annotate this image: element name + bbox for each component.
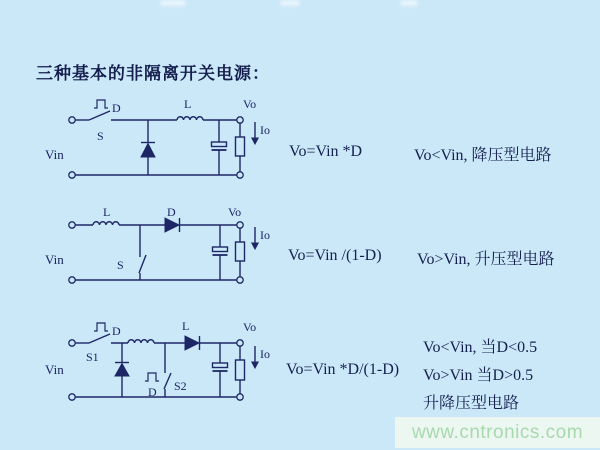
switch xyxy=(139,225,146,280)
duty-label: D xyxy=(112,101,121,115)
terminal xyxy=(237,117,243,123)
boost-formula: Vo=Vin /(1-D) xyxy=(288,247,382,264)
buck-boost-formula: Vo=Vin *D/(1-D) xyxy=(286,361,400,378)
capacitor xyxy=(212,120,227,175)
switch-label: S xyxy=(117,258,124,272)
inductor-label: L xyxy=(103,205,111,219)
buck-formula: Vo=Vin *D xyxy=(289,143,363,160)
vin-label: Vin xyxy=(45,147,64,162)
vin-label: Vin xyxy=(45,362,64,377)
watermark-text: www.cntronics.com xyxy=(411,421,584,443)
switch-1-label: S1 xyxy=(86,350,99,364)
terminal xyxy=(237,172,243,178)
output-current-arrow xyxy=(252,346,258,368)
terminal xyxy=(69,340,75,346)
boost-wires xyxy=(76,225,237,280)
inductor xyxy=(128,340,154,343)
inductor-label: L xyxy=(184,97,192,111)
terminal xyxy=(237,394,243,400)
buck-boost-circuit-diagram xyxy=(40,315,275,420)
vin-label: Vin xyxy=(45,252,64,267)
output-current-arrow xyxy=(252,227,258,249)
switch-label: S xyxy=(97,129,104,143)
capacitor xyxy=(213,343,228,397)
artifact-smudge xyxy=(160,0,186,6)
terminal xyxy=(69,172,75,178)
terminal xyxy=(69,222,75,228)
watermark-band xyxy=(395,417,600,448)
diode xyxy=(165,218,180,232)
output-current-arrow xyxy=(252,122,258,144)
terminal xyxy=(237,340,243,346)
artifact-smudge xyxy=(400,0,418,6)
pulse-waveform-icon xyxy=(94,323,108,331)
iout-label: Io xyxy=(260,347,270,361)
artifact-smudge xyxy=(280,0,300,6)
boost-note: Vo>Vin, 升压型电路 xyxy=(417,251,555,268)
vout-label: Vo xyxy=(228,205,242,219)
freewheel-diode xyxy=(141,120,155,175)
load-resistor xyxy=(236,346,245,394)
inductor-label: L xyxy=(182,319,190,333)
terminal xyxy=(69,117,75,123)
load-resistor xyxy=(236,123,245,172)
vout-label: Vo xyxy=(243,320,257,334)
page-title: 三种基本的非隔离开关电源： xyxy=(36,64,270,83)
switch-1 xyxy=(89,323,110,343)
boost-circuit-diagram xyxy=(40,205,275,305)
pulse-waveform-icon xyxy=(145,373,159,381)
capacitor xyxy=(213,225,228,280)
pulse-waveform-icon xyxy=(94,100,108,108)
duty-label-1: D xyxy=(112,324,121,338)
load-resistor xyxy=(236,228,245,277)
buck-circuit-diagram xyxy=(40,95,275,195)
terminal xyxy=(69,394,75,400)
diode-label: D xyxy=(167,205,176,219)
duty-label-2: D xyxy=(148,385,157,399)
buck-boost-note-2: Vo>Vin 当D>0.5 xyxy=(423,367,534,384)
buck-note: Vo<Vin, 降压型电路 xyxy=(414,147,552,164)
terminal xyxy=(237,222,243,228)
terminal xyxy=(69,277,75,283)
switch-2-label: S2 xyxy=(174,379,187,393)
diode-1 xyxy=(115,343,129,397)
switch xyxy=(89,100,110,120)
buck-boost-note-3: 升降压型电路 xyxy=(423,395,520,412)
iout-label: Io xyxy=(260,228,270,242)
vout-label: Vo xyxy=(243,97,257,111)
iout-label: Io xyxy=(260,123,270,137)
inductor xyxy=(177,117,203,120)
terminal xyxy=(237,277,243,283)
buck-boost-note-1: Vo<Vin, 当D<0.5 xyxy=(423,339,538,356)
diode-2 xyxy=(185,336,200,350)
inductor xyxy=(93,222,119,225)
